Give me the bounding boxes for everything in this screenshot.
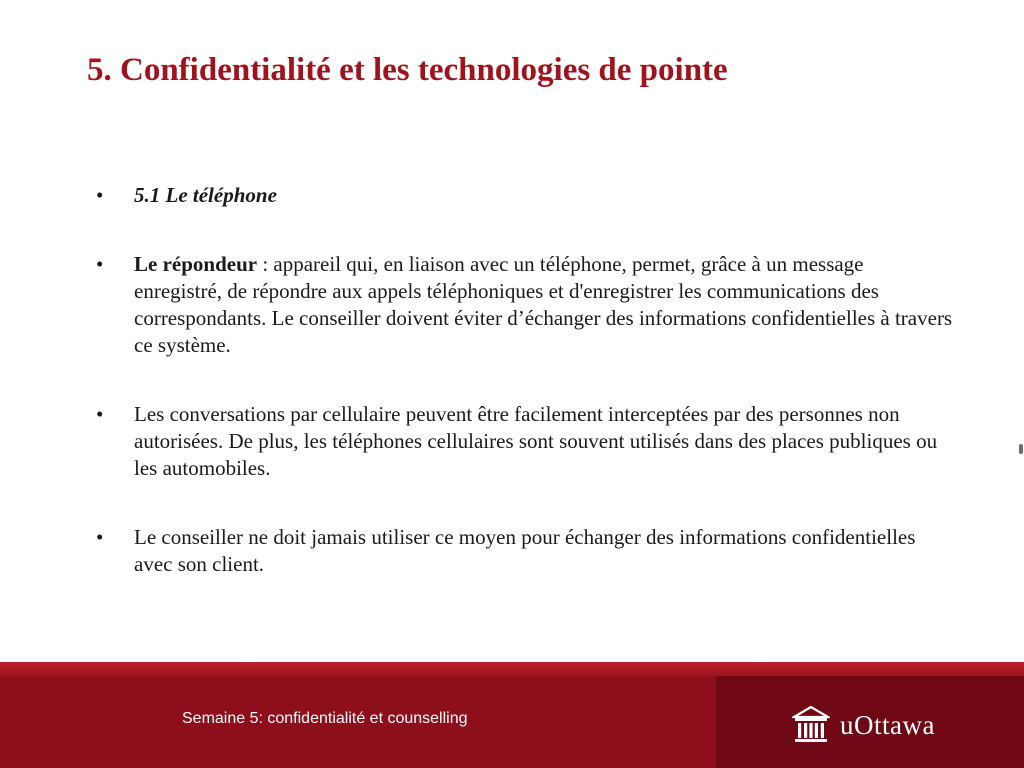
- bullet-dot: •: [96, 252, 104, 276]
- footer-top-band: [0, 662, 1024, 676]
- uottawa-logo: [792, 704, 935, 746]
- section-heading: 5.1 Le téléphone: [134, 183, 277, 207]
- bullet-text: Les conversations par cellulaire peuvent être facilement interceptées par des personnes non autorisées. De plus, les téléphones cellulaires sont souvent utilisés dans des places publiques ou les automobiles.: [134, 402, 938, 480]
- term-label: Le répondeur: [134, 252, 258, 276]
- bullet-dot: •: [96, 402, 104, 426]
- logo-text: uOttawa: [840, 710, 935, 740]
- bullet-item: [96, 401, 956, 482]
- bullet-text: : appareil qui, en liaison avec un téléphone, permet, grâce à un message enregistré, de répondre aux appels téléphoniques et d'enregistrer les communications des correspondants. Le conseiller doivent éviter d’échanger des informations confidentielles à travers ce système.: [134, 252, 953, 357]
- bullet-item: [96, 182, 956, 209]
- university-building-icon: [792, 705, 830, 745]
- slide-title: 5. Confidentialité et les technologies de pointe: [87, 52, 728, 88]
- bullet-item: [96, 251, 956, 359]
- footer-caption: Semaine 5: confidentialité et counselling: [182, 710, 468, 727]
- bullet-dot: •: [96, 525, 104, 549]
- edge-mark: [1019, 444, 1023, 454]
- bullet-dot: •: [96, 183, 104, 207]
- bullet-list: [96, 182, 956, 578]
- bullet-item: [96, 524, 956, 578]
- bullet-text: Le conseiller ne doit jamais utiliser ce moyen pour échanger des informations confidentielles avec son client.: [134, 525, 916, 576]
